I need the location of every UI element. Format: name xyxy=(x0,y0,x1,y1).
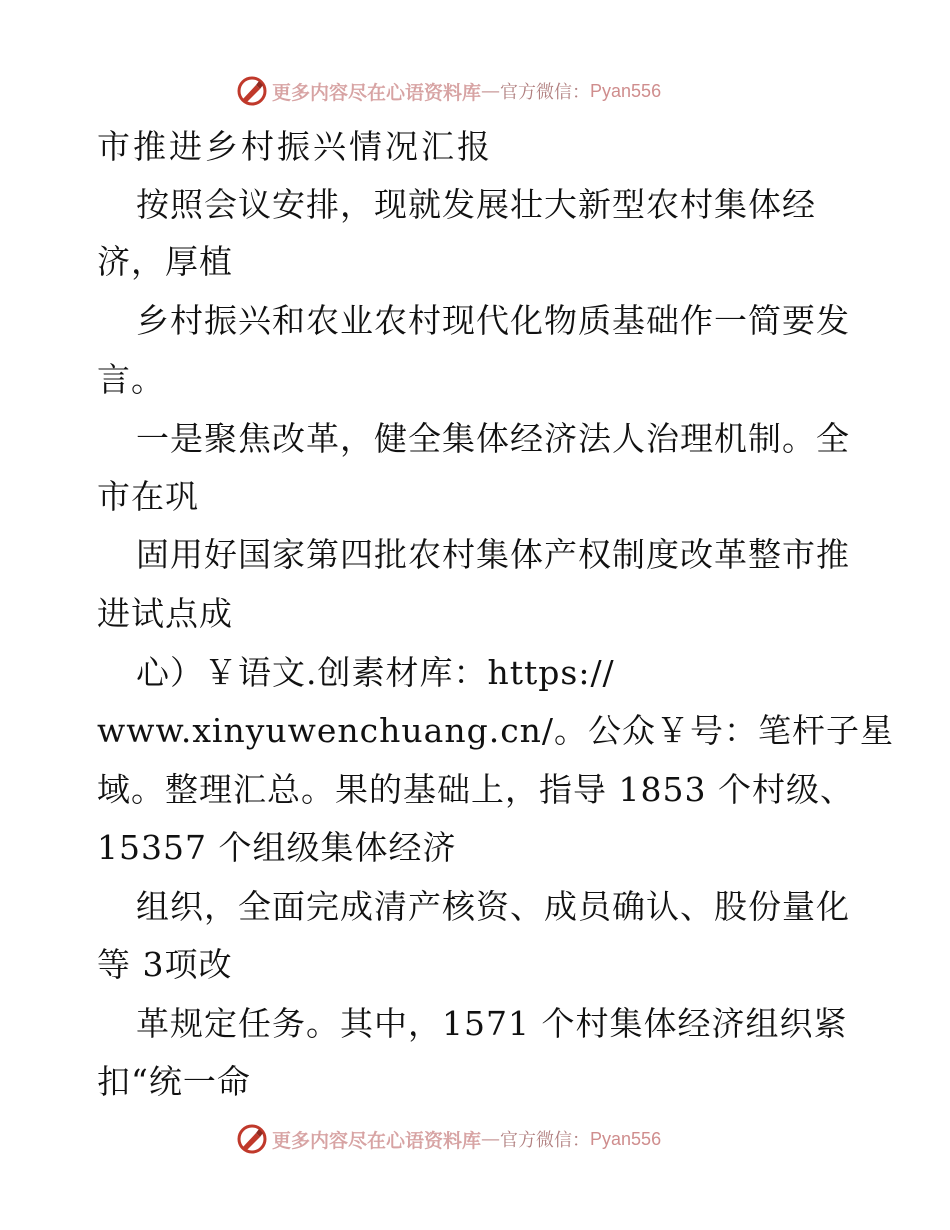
text-line: 乡村振兴和农业农村现代化物质基础作一简要发 xyxy=(136,301,850,340)
text-line: 扣“统一命 xyxy=(97,1062,251,1101)
text-line: 组织，全面完成清产核资、成员确认、股份量化 xyxy=(136,887,850,926)
text-line: 进试点成 xyxy=(97,594,233,633)
text-line: 按照会议安排，现就发展壮大新型农村集体经 xyxy=(136,185,816,224)
text-line: 等 3项改 xyxy=(97,945,233,984)
text-line: 济，厚植 xyxy=(97,242,233,281)
text-line: 一是聚焦改革，健全集体经济法人治理机制。全 xyxy=(136,419,850,458)
banner-main-text: 更多内容尽在心语资料库 xyxy=(272,81,482,104)
banner-wechat-label: 官方微信： xyxy=(500,1130,591,1151)
banner-wechat-label: 官方微信： xyxy=(500,82,591,103)
text-line: 固用好国家第四批农村集体产权制度改革整市推 xyxy=(136,535,850,574)
text-line: 言。 xyxy=(97,360,165,399)
document-title: 市推进乡村振兴情况汇报 xyxy=(97,127,493,166)
banner-wechat-id: Pyan556 xyxy=(590,80,662,101)
banner-dash: — xyxy=(481,80,501,102)
text-line: 心）￥语文.创素材库：https:// xyxy=(136,653,615,692)
text-line: 域。整理汇总。果的基础上，指导 1853 个村级、 xyxy=(97,770,854,809)
pen-logo-icon xyxy=(236,75,268,107)
banner-main-text: 更多内容尽在心语资料库 xyxy=(272,1129,482,1152)
text-line: 革规定任务。其中，1571 个村集体经济组织紧 xyxy=(136,1004,848,1043)
banner-wechat-id: Pyan556 xyxy=(590,1128,662,1149)
text-line: 15357 个组级集体经济 xyxy=(97,828,457,867)
text-line: 市在巩 xyxy=(97,477,199,516)
text-line: www.xinyuwenchuang.cn/。公众￥号：笔杆子星 xyxy=(97,711,895,750)
banner-dash: — xyxy=(481,1128,501,1150)
header-watermark xyxy=(236,74,661,108)
pen-logo-icon xyxy=(236,1123,268,1155)
footer-watermark xyxy=(236,1122,661,1156)
